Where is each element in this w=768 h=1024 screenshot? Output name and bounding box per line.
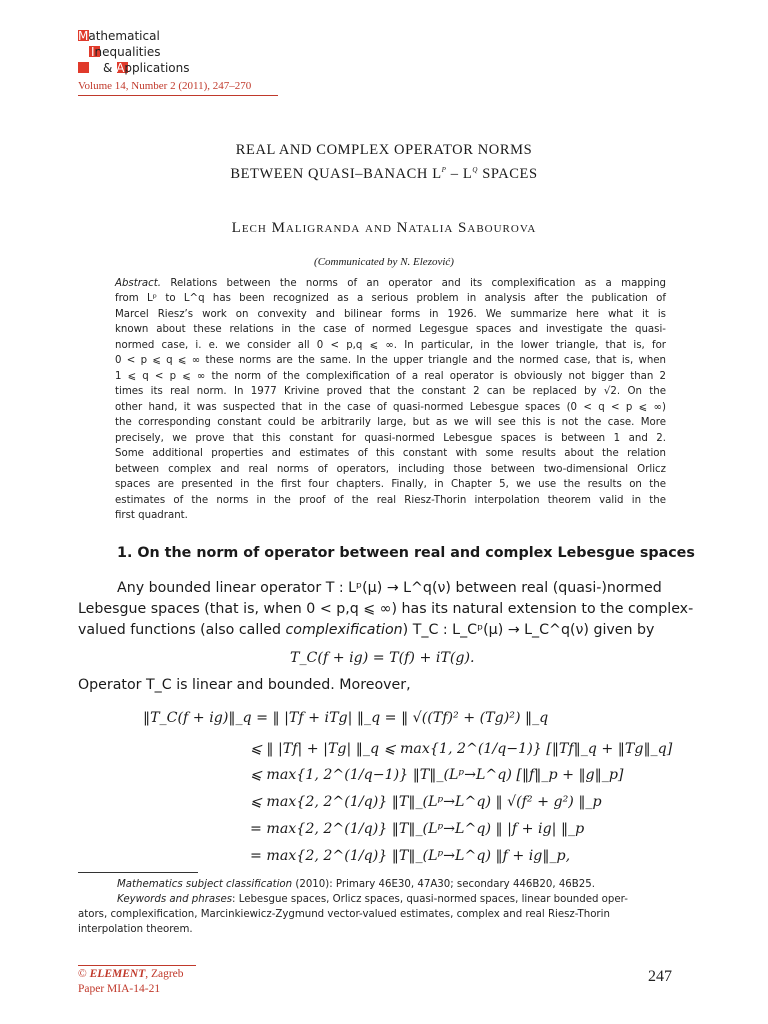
logo-initial: A <box>116 61 125 75</box>
abstract-line: Marcel Riesz’s work on convexity and bilinear forms in 1926. We summarize here what it is <box>115 309 666 320</box>
equation: T_C(f + ig) = T(f) + iT(g). <box>290 650 475 666</box>
paper-id: Paper MIA-14-21 <box>78 983 161 995</box>
body-text-line: Lebesgue spaces (that is, when 0 < p,q ⩽ ∞) has its natural extension to the complex- <box>78 601 694 617</box>
footnote-msc: Mathematics subject classification (2010): Primary 46E30, 47A30; secondary 446B20, 46B25. <box>117 879 595 890</box>
abstract-line: precisely, we prove that this constant for quasi-normed Lebesgue spaces is between 1 and 2. <box>115 433 666 444</box>
footnote-keywords-cont: interpolation theorem. <box>78 924 193 935</box>
abstract-line: Some additional properties and estimates of this constant with some results about the relation <box>115 448 666 459</box>
abstract-line: estimates of the norms in the proof of the real Riesz-Thorin interpolation theorem valid in the <box>115 495 666 506</box>
equation-line: ‖T_C(f + ig)‖_q = ‖ |Tf + iTg| ‖_q = ‖ √((Tf)² + (Tg)²) ‖_q <box>143 710 549 726</box>
equation-line: ⩽ max{2, 2^(1/q)} ‖T‖_(Lᵖ→L^q) ‖ √(f² + g²) ‖_p <box>250 794 602 810</box>
paper-title-line2: BETWEEN QUASI–BANACH $L^p - L^q$ SPACES <box>230 164 538 182</box>
logo-line: athematical <box>88 29 160 43</box>
equation-line: = max{2, 2^(1/q)} ‖T‖_(Lᵖ→L^q) ‖ |f + ig| ‖_p <box>250 821 585 837</box>
equation-line: ⩽ max{1, 2^(1/q−1)} ‖T‖_(Lᵖ→L^q) [‖f‖_p + ‖g‖_p] <box>250 767 624 783</box>
abstract-label: Abstract. <box>115 278 162 289</box>
volume-rule <box>78 95 278 96</box>
equation-line: = max{2, 2^(1/q)} ‖T‖_(Lᵖ→L^q) ‖f + ig‖_p, <box>250 848 571 864</box>
publisher-logo: ELEMENT <box>89 968 146 980</box>
abstract-line: first quadrant. <box>115 510 188 521</box>
logo-line: pplications <box>124 61 190 75</box>
paper-title-line1: REAL AND COMPLEX OPERATOR NORMS <box>235 142 533 158</box>
equation-line: ⩽ ‖ |Tf| + |Tg| ‖_q ⩽ max{1, 2^(1/q−1)} [‖Tf‖_q + ‖Tg‖_q] <box>250 741 673 757</box>
publisher-copyright: © ELEMENT, Zagreb <box>78 968 184 980</box>
abstract-line: other hand, it was suspected that in the case of quasi-normed Lebesgue spaces (0 < q < p ⩽ ∞) <box>115 402 666 413</box>
section-heading: 1. On the norm of operator between real and complex Lebesgue spaces <box>117 545 695 561</box>
logo-initial: I <box>91 45 95 59</box>
logo-line: nequalities <box>94 45 161 59</box>
communicated-by: (Communicated by N. Elezović) <box>314 256 454 268</box>
abstract-line: between complex and real norms of operators, including those between two-dimensional Orlicz <box>115 464 666 475</box>
body-text-line: Operator T_C is linear and bounded. Moreover, <box>78 677 411 693</box>
abstract-line: times its real norm. In 1977 Krivine proved that the constant 2 can be replaced by √2. On the <box>115 386 666 397</box>
abstract-line: spaces are presented in the first four chapters. Finally, in Chapter 5, we use the results on the <box>115 479 666 490</box>
abstract-line: 0 < p ⩽ q ⩽ ∞ these norms are the same. In the upper triangle and the normed case, that is, when <box>115 355 666 366</box>
footnote-keywords: Keywords and phrases: Lebesgue spaces, Orlicz spaces, quasi-normed spaces, linear bounded oper- <box>117 894 628 905</box>
volume-info: Volume 14, Number 2 (2011), 247–270 <box>78 80 252 92</box>
logo-square <box>78 62 89 73</box>
authors: Lech Maligranda and Natalia Sabourova <box>231 220 537 236</box>
abstract-line: normed case, i. e. we consider all 0 < p,q ⩽ ∞. In particular, in the lower triangle, that is, for <box>115 340 666 351</box>
logo-initial: M <box>78 29 89 43</box>
abstract-line: the corresponding constant could be arbitrarily large, but as we will see this is not the case. More <box>115 417 666 428</box>
publisher-rule <box>78 965 196 966</box>
body-text-line: Any bounded linear operator T : Lᵖ(μ) → L^q(ν) between real (quasi-)normed <box>117 580 662 596</box>
abstract-line: from Lᵖ to L^q has been recognized as a serious problem in analysis after the publication of <box>115 293 666 304</box>
abstract-line: 1 ⩽ q < p ⩽ ∞ the norm of the complexification of a real operator is obviously not bigger than 2 <box>115 371 666 382</box>
emphasis: complexification <box>285 622 403 638</box>
footnote-rule <box>78 872 198 873</box>
page-number: 247 <box>648 968 672 985</box>
abstract-line: Abstract. Relations between the norms of an operator and its complexification as a mapping <box>115 278 666 289</box>
footnote-keywords-cont: ators, complexification, Marcinkiewicz-Zygmund vector-valued estimates, complex and real Riesz-Thorin <box>78 909 610 920</box>
abstract-line: known about these relations in the case of normed Legesgue spaces and investigate the quasi- <box>115 324 666 335</box>
logo-ampersand: & <box>103 61 113 75</box>
body-text-line: valued functions (also called complexification) T_C : L_Cᵖ(μ) → L_C^q(ν) given by <box>78 622 655 638</box>
